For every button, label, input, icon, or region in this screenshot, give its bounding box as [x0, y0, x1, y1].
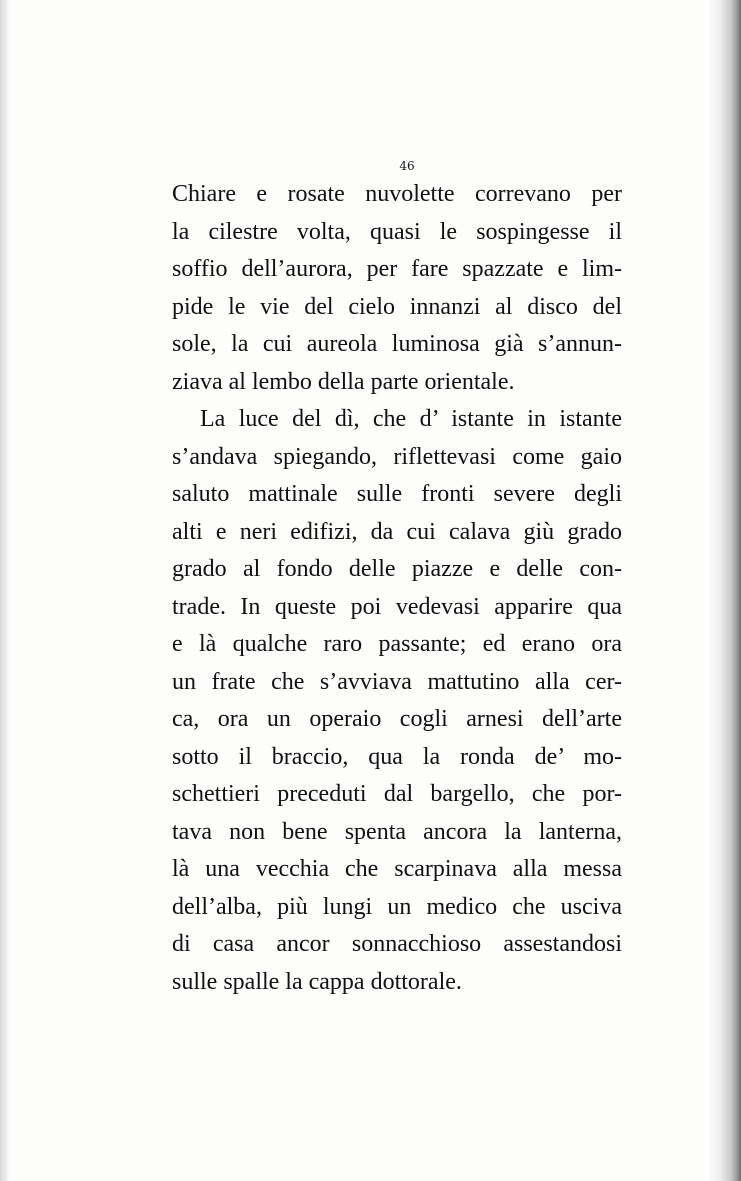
text-line: un frate che s’avviava mattutino alla cer- — [172, 668, 622, 695]
text-line: e là qualche raro passante; ed erano ora — [172, 631, 622, 657]
body-text — [172, 176, 622, 1001]
text-line: trade. In queste poi vedevasi apparire qua — [172, 593, 622, 620]
text-line: là una vecchia che scarpinava alla messa — [172, 856, 622, 882]
paragraph-2 — [172, 401, 622, 1001]
text-line: saluto mattinale sulle fronti severe degli — [172, 481, 622, 507]
text-line: grado al fondo delle piazze e delle con- — [172, 556, 622, 582]
text-line: alti e neri edifizi, da cui calava giù grado — [172, 518, 622, 545]
page-edge-shadow — [707, 0, 741, 1181]
text-line: tava non bene spenta ancora la lanterna, — [172, 818, 622, 845]
text-line: sulle spalle la cappa dottorale. — [172, 968, 462, 995]
text-line: La luce del dì, che d’ istante in istante — [200, 406, 622, 432]
text-line: Chiare e rosate nuvolette correvano per — [172, 181, 622, 207]
page-gutter-shadow — [0, 0, 10, 1181]
text-line: sole, la cui aureola luminosa già s’annun- — [172, 331, 622, 357]
text-line: soffio dell’aurora, per fare spazzate e lim- — [172, 256, 622, 282]
text-line: pide le vie del cielo innanzi al disco del — [172, 293, 622, 320]
text-line: di casa ancor sonnacchioso assestandosi — [172, 931, 622, 957]
text-line: ziava al lembo della parte orientale. — [172, 368, 515, 395]
page-number: 46 — [399, 159, 415, 173]
text-line: dell’alba, più lungi un medico che usciva — [172, 893, 622, 920]
text-line: la cilestre volta, quasi le sospingesse il — [172, 218, 622, 245]
text-line: s’andava spiegando, riflettevasi come gaio — [172, 443, 622, 470]
paragraph-1 — [172, 176, 622, 401]
text-line: ca, ora un operaio cogli arnesi dell’arte — [172, 706, 622, 732]
text-line: sotto il braccio, qua la ronda de’ mo- — [172, 743, 622, 770]
text-line: schettieri preceduti dal bargello, che por- — [172, 781, 622, 807]
